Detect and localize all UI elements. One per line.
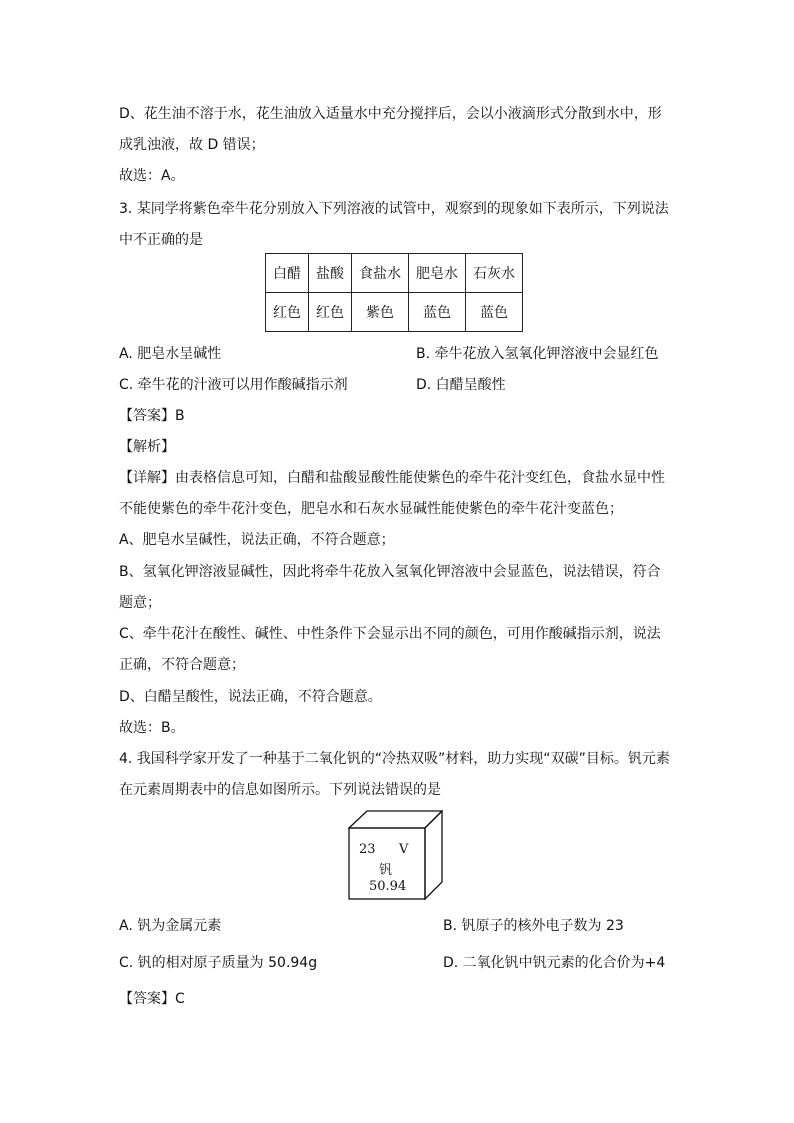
q3-table-color-row bbox=[266, 293, 523, 332]
q3-detail-line2: 不能使紫色的牵牛花汁变色，肥皂水和石灰水显碱性能使紫色的牵牛花汁变蓝色； bbox=[119, 501, 623, 517]
q3-option-b: B. 牵牛花放入氢氧化钾溶液中会显红色 bbox=[416, 346, 659, 362]
q4-answer: 【答案】C bbox=[119, 991, 185, 1007]
q3-d-explanation: D、白醋呈酸性，说法正确，不符合题意。 bbox=[119, 689, 382, 705]
prev-d-explanation-line2: 成乳浊液，故 D 错误； bbox=[119, 137, 265, 153]
table-cell: 蓝色 bbox=[409, 293, 466, 332]
q3-a-explanation: A、肥皂水呈碱性，说法正确，不符合题意； bbox=[119, 532, 395, 548]
table-cell: 白醋 bbox=[266, 254, 309, 293]
table-cell: 肥皂水 bbox=[409, 254, 466, 293]
q4-option-a: A. 钒为金属元素 bbox=[119, 918, 222, 934]
element-atomic-mass: 50.94 bbox=[369, 879, 407, 894]
q4-stem-line1: 4. 我国科学家开发了一种基于二氧化钒的“冷热双吸”材料，助力实现“双碳”目标。钒元素 bbox=[119, 751, 670, 767]
element-symbol: V bbox=[399, 842, 409, 857]
table-cell: 蓝色 bbox=[466, 293, 523, 332]
q3-c-explanation-line2: 正确，不符合题意； bbox=[119, 657, 245, 673]
element-name: 钒 bbox=[379, 863, 393, 878]
q3-conclusion: 故选：B。 bbox=[119, 720, 185, 736]
q3-analysis-title: 【解析】 bbox=[119, 439, 175, 455]
q4-option-d: D. 二氧化钒中钒元素的化合价为+4 bbox=[443, 955, 666, 971]
q3-c-explanation-line1: C、牵牛花汁在酸性、碱性、中性条件下会显示出不同的颜色，可用作酸碱指示剂，说法 bbox=[119, 626, 661, 642]
table-cell: 紫色 bbox=[352, 293, 409, 332]
q3-b-explanation-line1: B、氢氧化钾溶液显碱性，因此将牵牛花放入氢氧化钾溶液中会显蓝色，说法错误，符合 bbox=[119, 564, 661, 580]
prev-d-explanation-line1: D、花生油不溶于水，花生油放入适量水中充分搅拌后，会以小液滴形式分散到水中，形 bbox=[119, 106, 662, 122]
q3-b-explanation-line2: 题意； bbox=[119, 595, 161, 611]
q3-option-a: A. 肥皂水呈碱性 bbox=[119, 346, 222, 362]
table-cell: 石灰水 bbox=[466, 254, 523, 293]
prev-conclusion: 故选：A。 bbox=[119, 168, 185, 184]
q3-stem-line2: 中不正确的是 bbox=[119, 232, 203, 248]
table-cell: 红色 bbox=[266, 293, 309, 332]
q4-stem-line2: 在元素周期表中的信息如图所示。下列说法错误的是 bbox=[119, 782, 441, 798]
q3-option-d: D. 白醋呈酸性 bbox=[416, 377, 506, 393]
vanadium-element-cube bbox=[348, 810, 443, 900]
element-atomic-number: 23 bbox=[359, 842, 376, 857]
q4-option-c: C. 钒的相对原子质量为 50.94g bbox=[119, 955, 318, 971]
q4-option-b: B. 钒原子的核外电子数为 23 bbox=[443, 918, 624, 934]
q3-stem-line1: 3. 某同学将紫色牵牛花分别放入下列溶液的试管中，观察到的现象如下表所示，下列说法 bbox=[119, 201, 669, 217]
q3-answer: 【答案】B bbox=[119, 408, 185, 424]
table-cell: 盐酸 bbox=[309, 254, 352, 293]
table-cell: 食盐水 bbox=[352, 254, 409, 293]
q3-option-c: C. 牵牛花的汁液可以用作酸碱指示剂 bbox=[119, 377, 348, 393]
q3-detail-line1: 【详解】由表格信息可知，白醋和盐酸显酸性能使紫色的牵牛花汁变红色，食盐水显中性 bbox=[119, 470, 665, 486]
q3-table-header-row bbox=[266, 254, 523, 293]
table-cell: 红色 bbox=[309, 293, 352, 332]
q3-color-table bbox=[265, 253, 523, 332]
